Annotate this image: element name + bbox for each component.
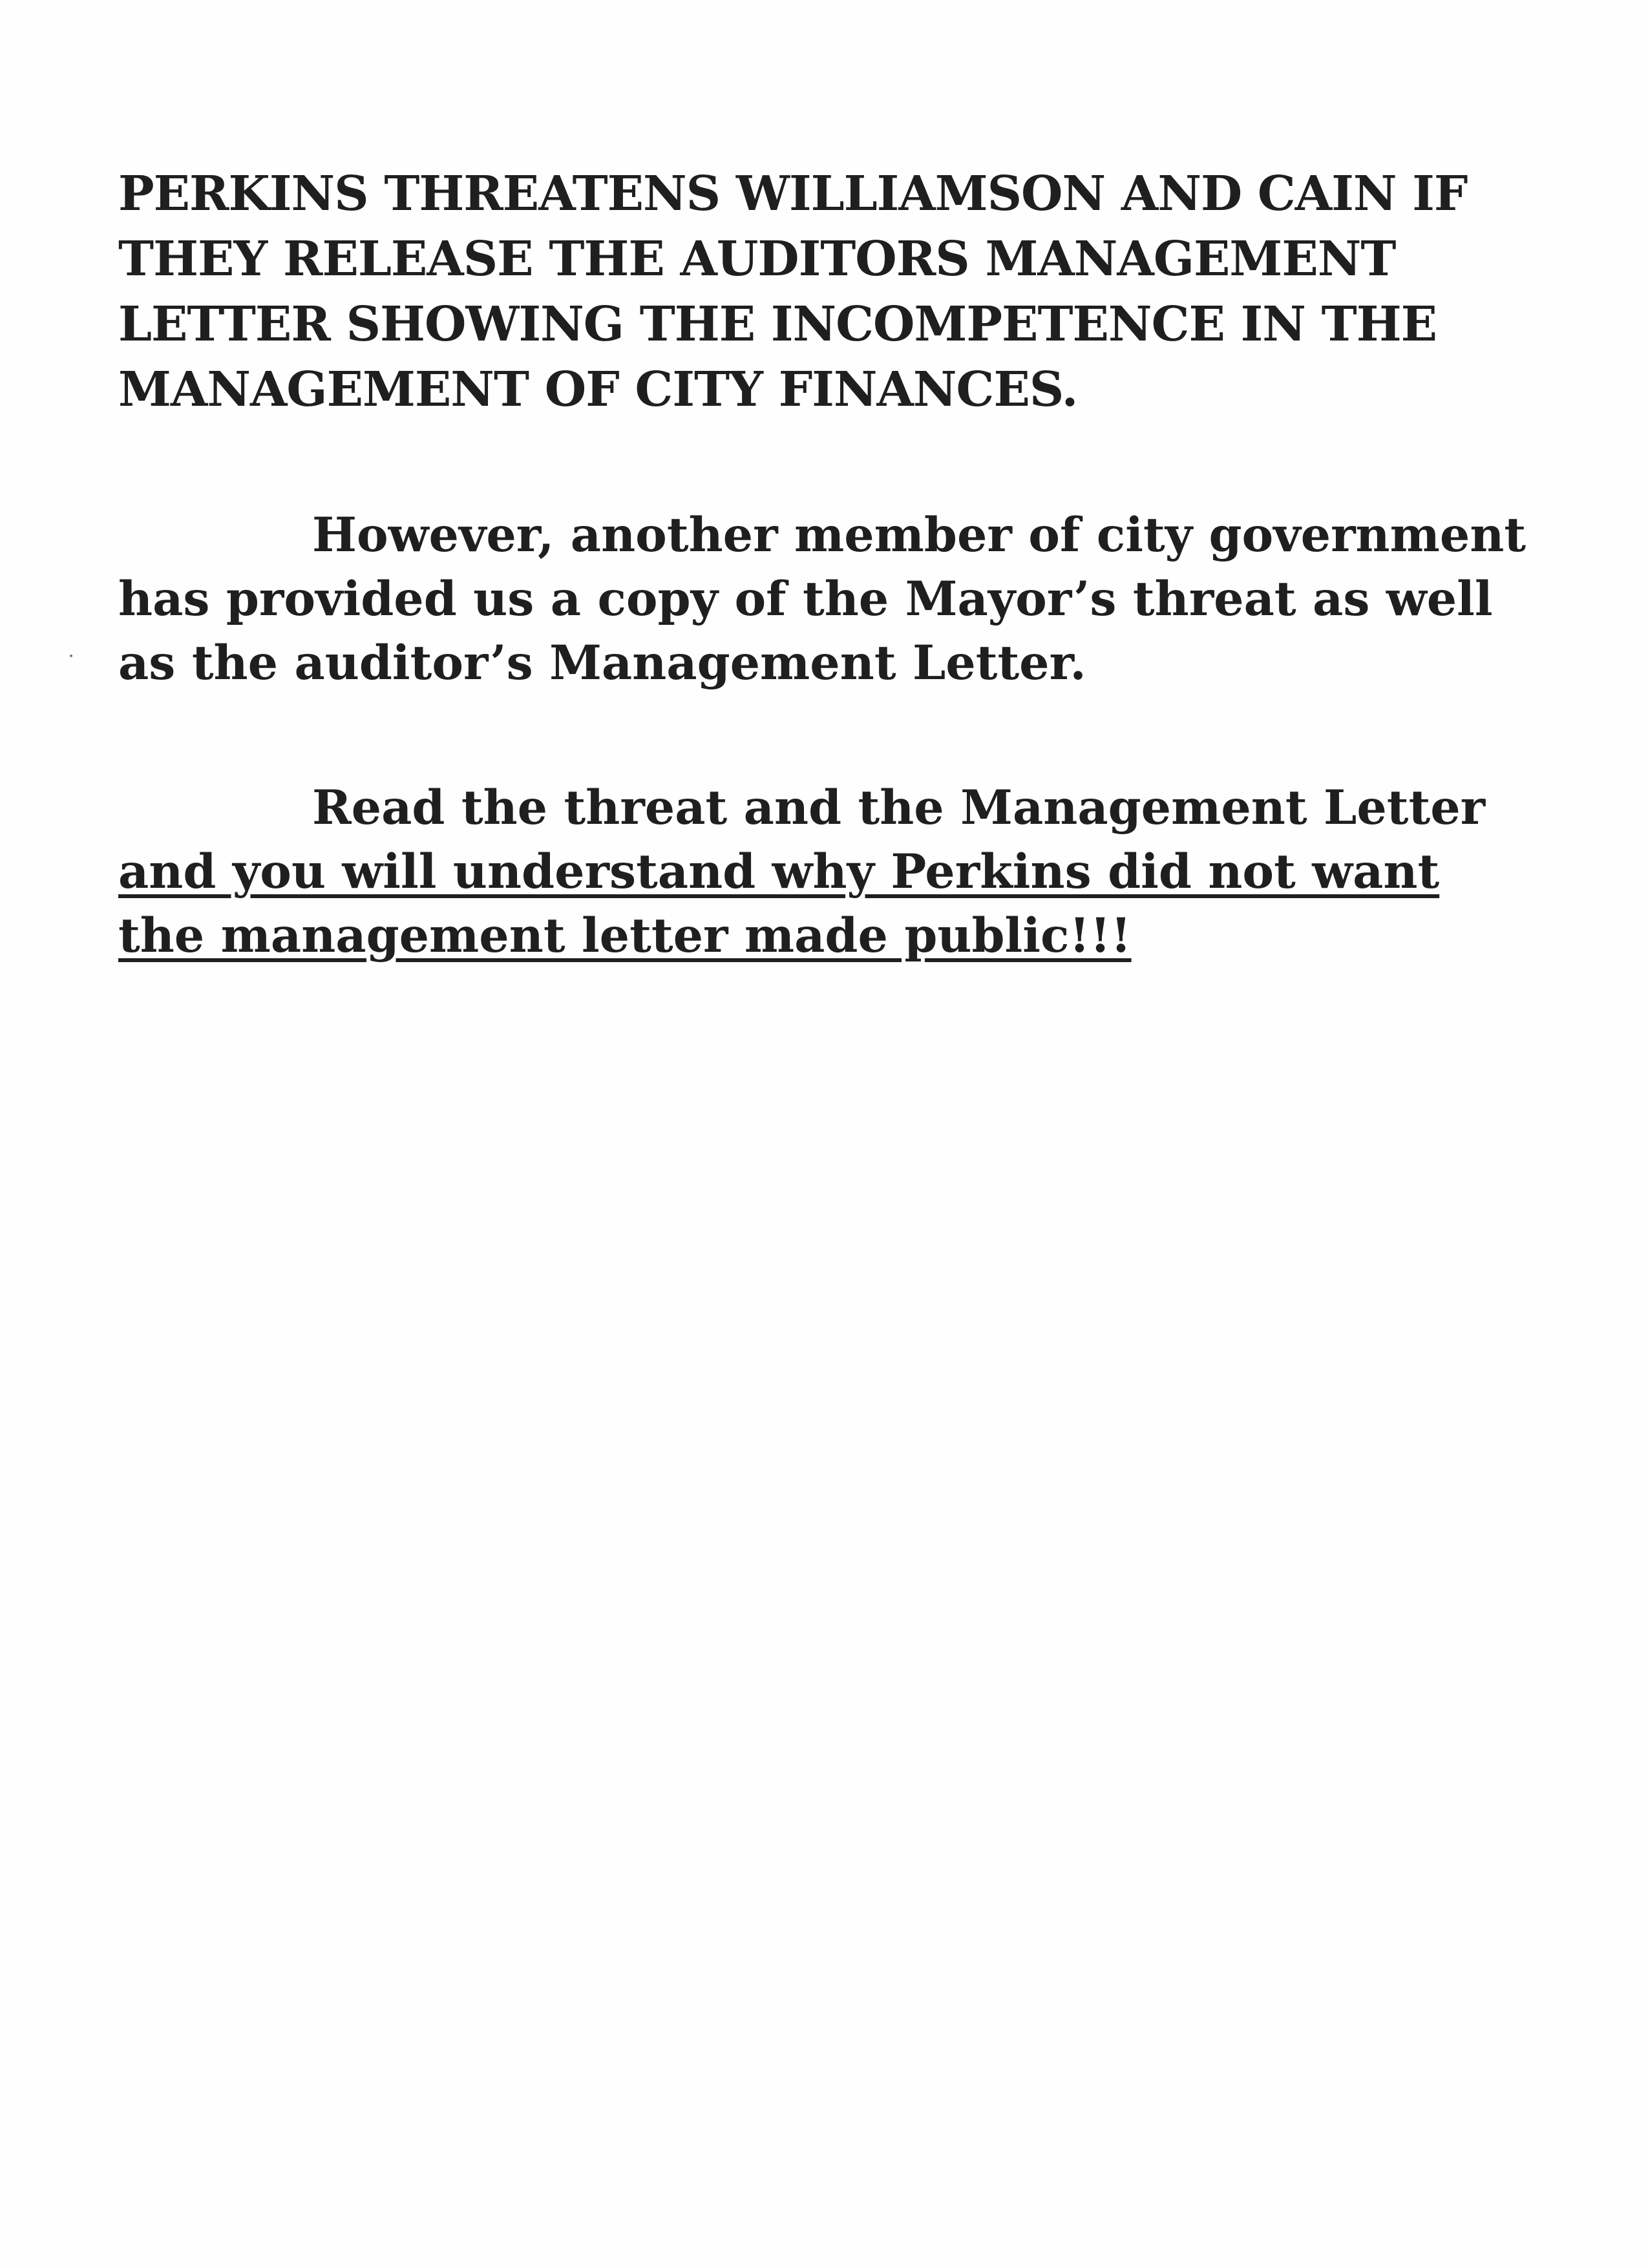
scan-speck [70, 655, 72, 657]
headline: PERKINS THREATENS WILLIAMSON AND CAIN IF THEY RELEASE THE AUDITORS MANAGEMENT LETTER SHOWING THE INCOMPETENCE IN THE MANAGEMENT OF CITY FINANCES. [118, 166, 1468, 417]
paragraph-2-plain-text: Read the threat and the Management Letter [312, 780, 1486, 835]
document-body [118, 162, 1527, 968]
paragraph-2 [118, 776, 1527, 968]
paragraph-1: However, another member of city government has provided us a copy of the Mayor’s threat as well as the auditor’s Management Letter. [118, 507, 1527, 691]
paragraph-2-underlined-text: and you will understand why Perkins did not want the management letter made public!!! [118, 844, 1440, 963]
